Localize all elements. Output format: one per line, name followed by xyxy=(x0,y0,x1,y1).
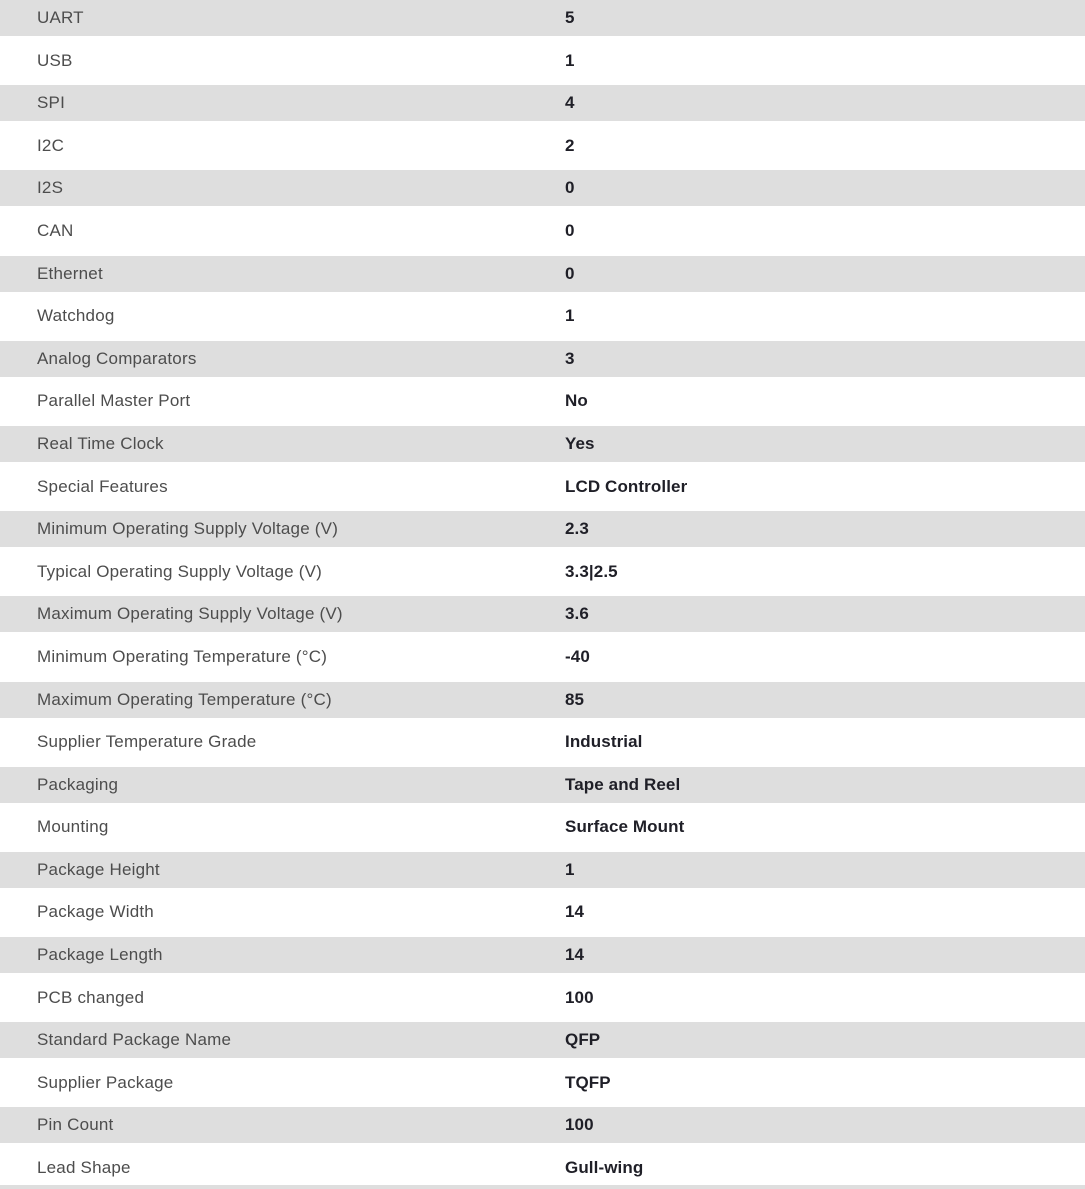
spec-label: Packaging xyxy=(37,774,119,794)
spec-label: Real Time Clock xyxy=(37,433,164,453)
table-row xyxy=(0,170,1085,206)
table-row xyxy=(0,682,1085,718)
table-row xyxy=(0,554,1085,590)
table-row xyxy=(0,639,1085,675)
spec-label: Pin Count xyxy=(37,1115,114,1135)
spec-value: -40 xyxy=(565,646,590,666)
table-row xyxy=(0,894,1085,930)
spec-value: 3.6 xyxy=(565,604,589,624)
spec-value: Surface Mount xyxy=(565,817,685,837)
spec-value: 14 xyxy=(565,902,585,922)
spec-value: 3 xyxy=(565,348,575,368)
spec-label: Supplier Temperature Grade xyxy=(37,732,257,752)
table-row xyxy=(0,426,1085,462)
spec-label: Supplier Package xyxy=(37,1072,174,1092)
spec-value: 0 xyxy=(565,178,575,198)
spec-label: USB xyxy=(37,50,73,70)
spec-value: LCD Controller xyxy=(565,476,688,496)
spec-label: Package Height xyxy=(37,859,160,879)
spec-label: I2C xyxy=(37,135,65,155)
spec-value: Yes xyxy=(565,433,595,453)
spec-value: 0 xyxy=(565,263,575,283)
table-row xyxy=(0,298,1085,334)
spec-value: 5 xyxy=(565,8,575,27)
table-row xyxy=(0,724,1085,760)
spec-label: Minimum Operating Supply Voltage (V) xyxy=(37,519,339,539)
table-row xyxy=(0,767,1085,803)
spec-value: 100 xyxy=(565,987,594,1007)
spec-value: Industrial xyxy=(565,732,643,752)
spec-label: Maximum Operating Supply Voltage (V) xyxy=(37,604,343,624)
spec-label: Minimum Operating Temperature (°C) xyxy=(37,646,328,666)
table-row xyxy=(0,0,1085,36)
spec-label: I2S xyxy=(37,178,64,198)
spec-label: SPI xyxy=(37,93,66,113)
spec-label: Lead Shape xyxy=(37,1158,131,1178)
spec-label: Standard Package Name xyxy=(37,1030,232,1050)
spec-value: 85 xyxy=(565,689,585,709)
spec-label: Maximum Operating Temperature (°C) xyxy=(37,689,332,709)
table-row xyxy=(0,852,1085,888)
table-row xyxy=(0,256,1085,292)
spec-value: Gull-wing xyxy=(565,1158,644,1178)
spec-value: 4 xyxy=(565,93,575,113)
table-row xyxy=(0,85,1085,121)
table-row xyxy=(0,43,1085,79)
spec-value: 2.3 xyxy=(565,519,589,539)
table-row xyxy=(0,980,1085,1016)
spec-value: 0 xyxy=(565,220,575,240)
spec-value: 100 xyxy=(565,1115,594,1135)
spec-label: Typical Operating Supply Voltage (V) xyxy=(37,561,323,581)
table-row xyxy=(0,937,1085,973)
partial-next-row xyxy=(0,1185,1085,1189)
spec-value: 1 xyxy=(565,306,575,326)
spec-label: Mounting xyxy=(37,817,109,837)
spec-value: No xyxy=(565,391,588,411)
table-row xyxy=(0,383,1085,419)
spec-value: TQFP xyxy=(565,1072,611,1092)
spec-label: Watchdog xyxy=(37,306,115,326)
spec-label: PCB changed xyxy=(37,987,145,1007)
spec-value: Tape and Reel xyxy=(565,774,681,794)
spec-value: 2 xyxy=(565,135,575,155)
table-row xyxy=(0,213,1085,249)
spec-label: Analog Comparators xyxy=(37,348,197,368)
table-row xyxy=(0,1065,1085,1101)
spec-value: 1 xyxy=(565,50,575,70)
table-row xyxy=(0,341,1085,377)
table-row xyxy=(0,596,1085,632)
spec-label: CAN xyxy=(37,220,74,240)
spec-label: Parallel Master Port xyxy=(37,391,191,411)
spec-value: 3.3|2.5 xyxy=(565,561,618,581)
spec-value: 1 xyxy=(565,859,575,879)
table-row xyxy=(0,1022,1085,1058)
spec-label: Package Width xyxy=(37,902,154,922)
table-row xyxy=(0,469,1085,505)
spec-label: Ethernet xyxy=(37,263,103,283)
spec-value: QFP xyxy=(565,1030,601,1050)
spec-value: 14 xyxy=(565,945,585,965)
spec-label: Package Length xyxy=(37,945,163,965)
table-row xyxy=(0,128,1085,164)
spec-label: UART xyxy=(37,8,84,27)
spec-label: Special Features xyxy=(37,476,168,496)
table-row xyxy=(0,809,1085,845)
table-row xyxy=(0,1150,1085,1186)
table-row xyxy=(0,1107,1085,1143)
table-row xyxy=(0,511,1085,547)
